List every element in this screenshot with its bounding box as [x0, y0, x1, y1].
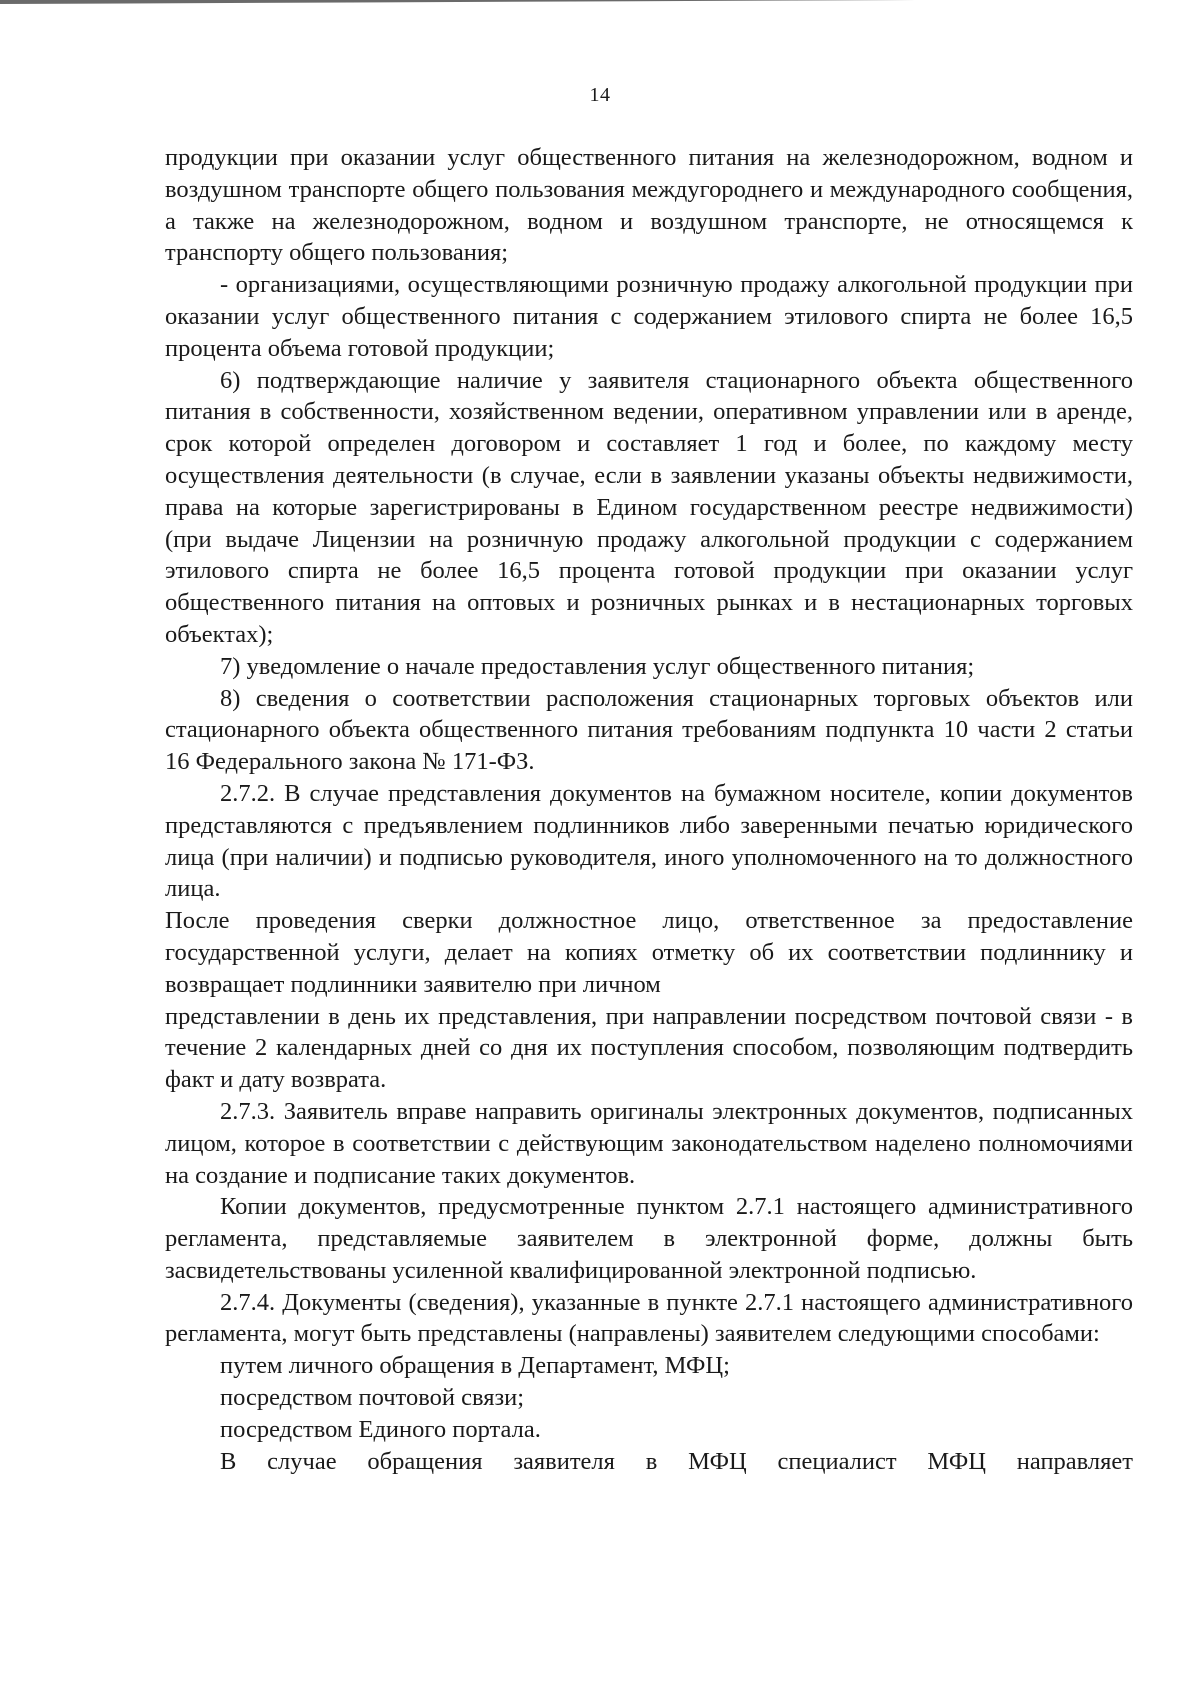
page-number: 14 [589, 84, 611, 106]
paragraph-organizations: - организациями, осуществляющими розничную продажу алкогольной продукции при оказании услуг общественного питания с содержанием этилового спирта не более 16,5 процента объема готовой продукции; [165, 271, 1133, 362]
section-2-7-3: 2.7.3. Заявитель вправе направить оригиналы электронных документов, подписанных лицом, которое в соответствии с действующим законодательством наделено полномочиями на создание и подписание таких документов. [165, 1097, 1133, 1189]
list-item-8: 8) сведения о соответствии расположения стационарных торговых объектов или стационарного объекта общественного питания требованиям подпункта 10 части 2 статьи 16 Федерального закона № 171-ФЗ. [165, 684, 1133, 776]
paragraph-continuation: продукции при оказании услуг общественного питания на железнодорожном, водном и воздушном транспорте общего пользования междугороднего и международного сообщения, а также на железнодорожном, водном и воздушном транспорте, не относящемся к транспорту общего пользования; [165, 144, 1133, 267]
section-2-7-2: 2.7.2. В случае представления документов на бумажном носителе, копии документов представляются с предъявлением подлинников либо заверенными печатью юридического лица (при наличии) и подписью руководителя, иного уполномоченного на то должностного лица. [165, 779, 1133, 903]
paragraph-verification: После проведения сверки должностное лицо, ответственное за предоставление государственной услуги, делает на копиях отметку об их соответствии подлиннику и возвращает подлинники заявителю при личном [165, 907, 1133, 998]
list-item-7: 7) уведомление о начале предоставления услуг общественного питания; [220, 652, 975, 680]
list-item-6: 6) подтверждающие наличие у заявителя стационарного объекта общественного питания в собственности, хозяйственном ведении, оперативном управлении или в аренде, срок которой определен договором и составляет 1 год и более, по каждому месту осуществления деятельности (в случае, если в заявлении указаны объекты недвижимости, права на которые зарегистрированы в Едином государственном реестре недвижимости) (при выдаче Лицензии на розничную продажу алкогольной продукции с содержанием этилового спирта не более 16,5 процента готовой продукции при оказании услуг общественного питания на оптовых и розничных рынках и в нестационарных торговых объектах); [165, 366, 1133, 648]
method-portal: посредством Единого портала. [220, 1415, 541, 1443]
paragraph-return: представлении в день их представления, при направлении посредством почтовой связи - в течение 2 календарных дней со дня их поступления способом, позволяющим подтвердить факт и дату возврата. [165, 1002, 1133, 1094]
method-post: посредством почтовой связи; [220, 1384, 525, 1412]
document-body [165, 142, 1133, 1477]
scan-top-edge [0, 0, 1200, 4]
section-2-7-4: 2.7.4. Документы (сведения), указанные в пункте 2.7.1 настоящего административного регламента, могут быть представлены (направлены) заявителем следующими способами: [165, 1288, 1133, 1348]
paragraph-mfc: В случае обращения заявителя в МФЦ специалист МФЦ направляет [220, 1447, 1133, 1475]
paragraph-copies: Копии документов, предусмотренные пунктом 2.7.1 настоящего административного регламента, представляемые заявителем в электронной форме, должны быть засвидетельствованы усиленной квалифицированной электронной подписью. [165, 1193, 1133, 1284]
method-personal: путем личного обращения в Департамент, МФЦ; [220, 1352, 730, 1380]
